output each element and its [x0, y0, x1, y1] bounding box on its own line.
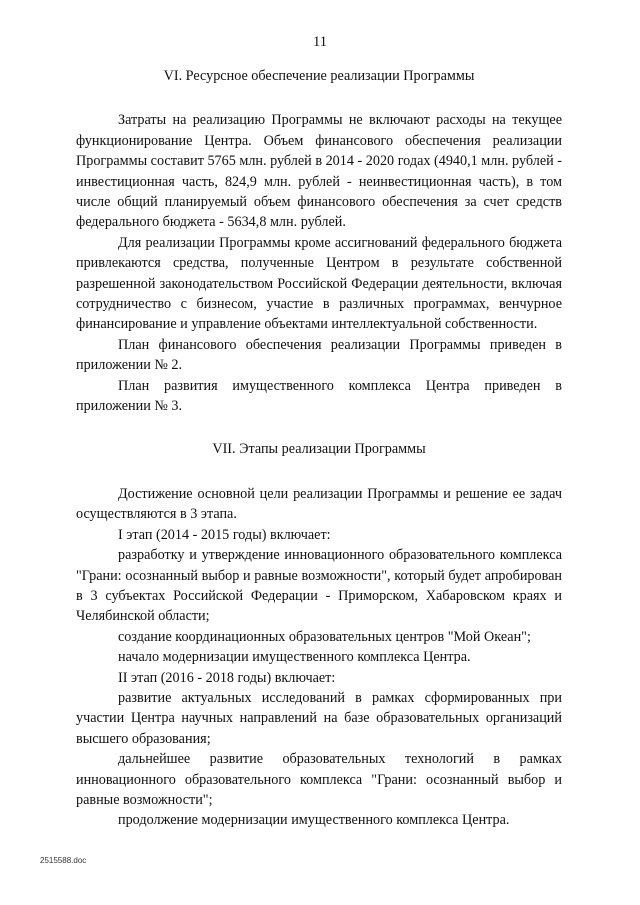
section-6-paragraph: Для реализации Программы кроме ассигнований федерального бюджета привлекаются средства, полученные Центром в результате собственной разрешенной законодательством Российской Федерации деятельности, включая сотрудничество с бизнесом, участие в различных программах, венчурное финансирование и управление объектами интеллектуальной собственности. — [76, 234, 562, 333]
section-7-heading: VII. Этапы реализации Программы — [212, 440, 426, 457]
section-6-paragraph: План финансового обеспечения реализации Программы приведен в приложении № 2. — [76, 336, 562, 374]
section-6-heading: VI. Ресурсное обеспечение реализации Программы — [163, 68, 475, 84]
section-7-paragraph: Достижение основной цели реализации Программы и решение ее задач осуществляются в 3 этапа. — [76, 485, 562, 523]
document-body — [76, 66, 562, 831]
section-7-paragraph: создание координационных образовательных центров "Мой Океан"; — [118, 628, 531, 645]
file-name-footer: 2515588.doc — [40, 856, 87, 865]
section-7-paragraph: продолжение модернизации имущественного комплекса Центра. — [118, 812, 510, 829]
section-7-paragraph: I этап (2014 - 2015 годы) включает: — [118, 526, 331, 543]
section-7-paragraph: дальнейшее развитие образовательных технологий в рамках инновационного образовательного комплекса "Грани: осознанный выбор и равные возможности"; — [76, 751, 562, 808]
section-7-paragraph: II этап (2016 - 2018 годы) включает: — [118, 669, 336, 686]
page-number: 11 — [313, 34, 327, 50]
section-7-paragraph: разработку и утверждение инновационного образовательного комплекса "Грани: осознанный выбор и равные возможности", который будет апробирован в 3 субъектах Российской Федерации - Приморском, Хабаровском краях и Челябинской области; — [76, 547, 562, 625]
section-6-paragraph: Затраты на реализацию Программы не включают расходы на текущее функционирование Центра. Объем финансового обеспечения реализации Программы составит 5765 млн. рублей в 2014 - 2020 годах (4940,1 млн. рублей - инвестиционная часть, 824,9 млн. рублей - неинвестиционная часть), в том числе общий планируемый объем финансового обеспечения за счет средств федерального бюджета - 5634,8 млн. рублей. — [76, 112, 562, 231]
section-6-paragraph: План развития имущественного комплекса Центра приведен в приложении № 3. — [76, 377, 562, 415]
section-7-paragraph: начало модернизации имущественного комплекса Центра. — [118, 649, 471, 666]
section-7-paragraph: развитие актуальных исследований в рамках сформированных при участии Центра научных направлений на базе образовательных организаций высшего образования; — [76, 689, 562, 747]
